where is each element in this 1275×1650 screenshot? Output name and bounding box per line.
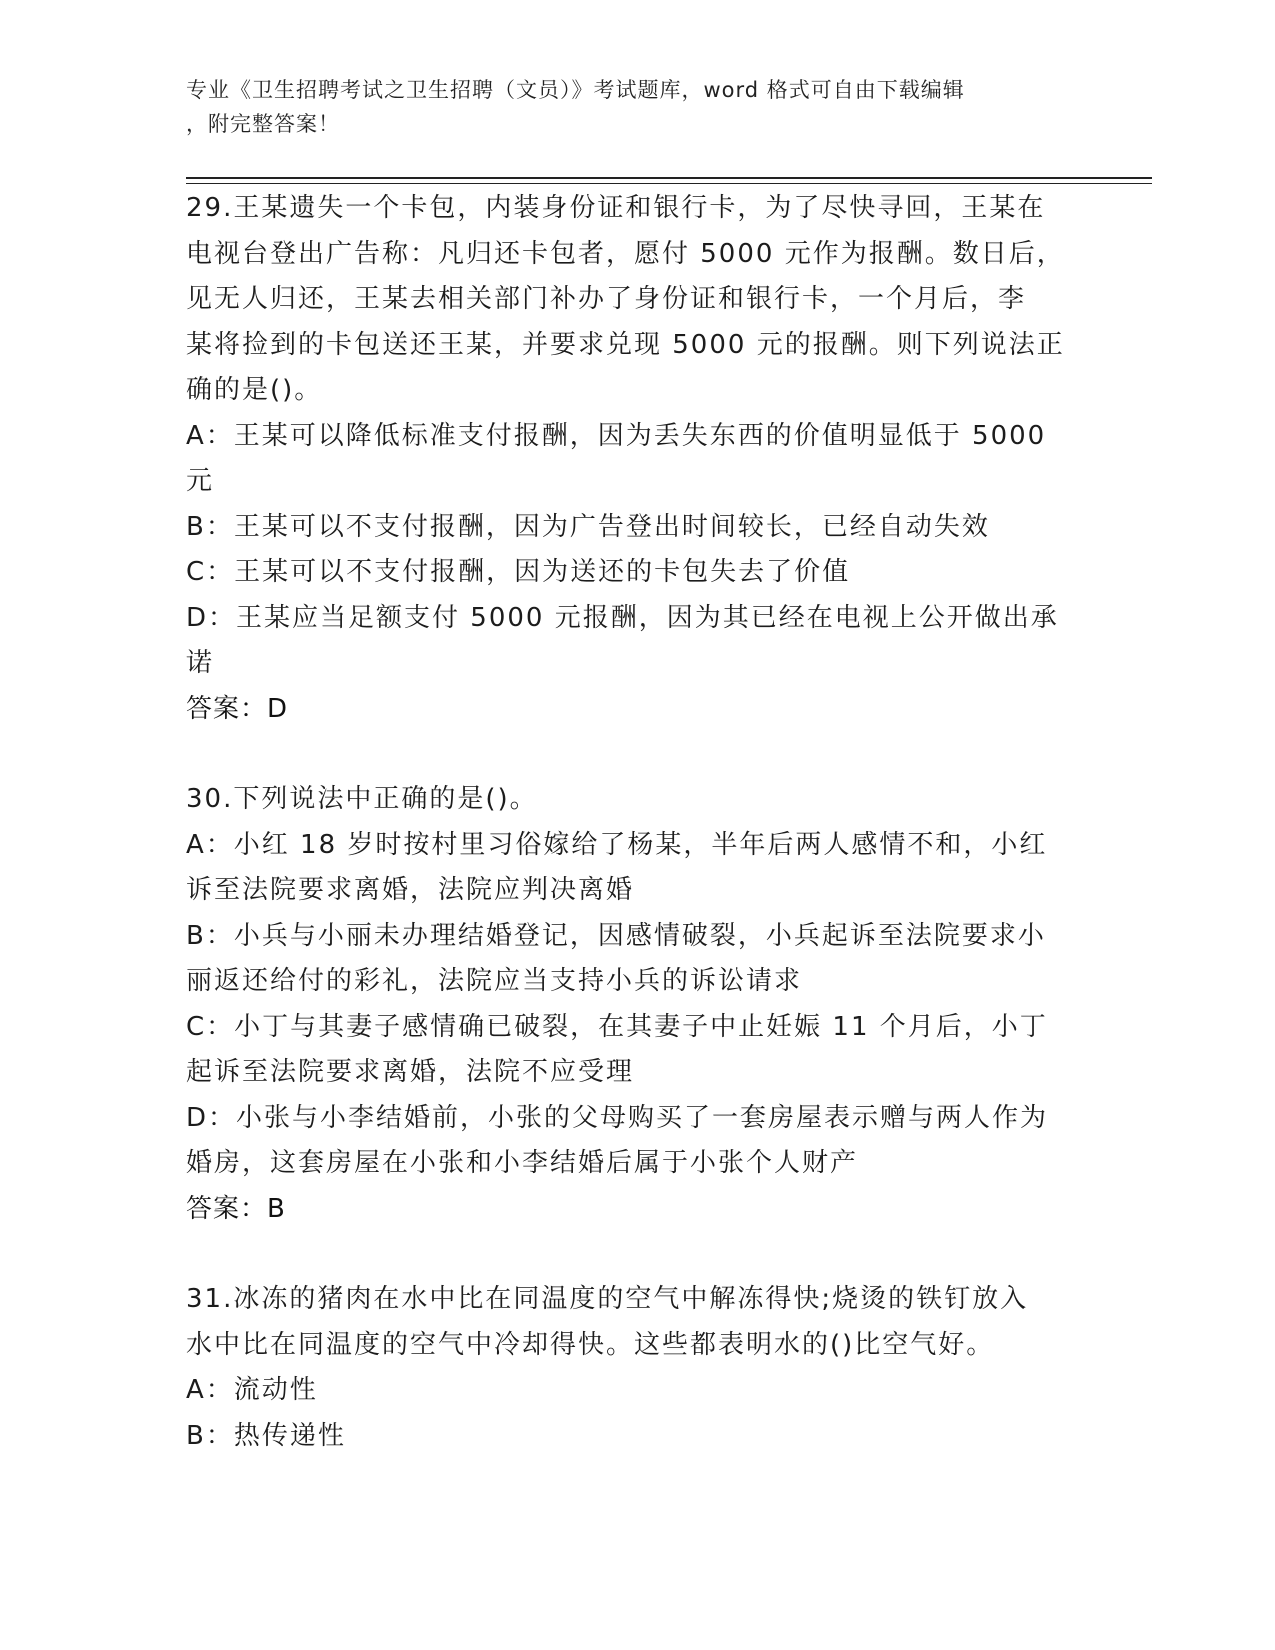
header-line-1: 专业《卫生招聘考试之卫生招聘（文员）》考试题库，word 格式可自由下载编辑 (186, 78, 965, 102)
answer-29: 答案：D (186, 693, 289, 724)
question-29 (186, 186, 1086, 732)
option-d-cont: 婚房，这套房屋在小张和小李结婚后属于小张个人财产 (186, 1148, 859, 1178)
document-header (186, 73, 1086, 141)
option-d: D：王某应当足额支付 5000 元报酬，因为其已经在电视上公开做出承 (186, 602, 1059, 633)
option-c: C：王某可以不支付报酬，因为送还的卡包失去了价值 (186, 557, 851, 587)
question-text-line: 水中比在同温度的空气中冷却得快。这些都表明水的()比空气好。 (186, 1329, 995, 1360)
option-a-cont: 元 (186, 466, 215, 496)
question-text-line: 30.下列说法中正确的是()。 (186, 784, 538, 814)
question-30 (186, 777, 1086, 1232)
option-b-cont: 丽返还给付的彩礼，法院应当支持小兵的诉讼请求 (186, 966, 803, 996)
option-c: C：小丁与其妻子感情确已破裂，在其妻子中止妊娠 11 个月后，小丁 (186, 1011, 1048, 1042)
spacer (186, 1232, 1086, 1277)
header-rule-thick (186, 177, 1152, 179)
option-d: D：小张与小李结婚前，小张的父母购买了一套房屋表示赠与两人作为 (186, 1102, 1049, 1133)
question-text-line: 确的是()。 (186, 375, 323, 405)
option-a: A：小红 18 岁时按村里习俗嫁给了杨某，半年后两人感情不和，小红 (186, 829, 1048, 860)
question-text-line: 31.冰冻的猪肉在水中比在同温度的空气中解冻得快;烧烫的铁钉放入 (186, 1284, 1029, 1314)
option-b: B：小兵与小丽未办理结婚登记，因感情破裂，小兵起诉至法院要求小 (186, 920, 1046, 951)
question-text-line: 某将捡到的卡包送还王某，并要求兑现 5000 元的报酬。则下列说法正 (186, 329, 1065, 360)
question-text-line: 电视台登出广告称：凡归还卡包者，愿付 5000 元作为报酬。数日后， (186, 238, 1065, 269)
question-text-line: 29.王某遗失一个卡包，内装身份证和银行卡，为了尽快寻回，王某在 (186, 193, 1046, 223)
spacer (186, 732, 1086, 777)
option-a: A：流动性 (186, 1375, 318, 1405)
question-text-line: 见无人归还，王某去相关部门补办了身份证和银行卡，一个月后，李 (186, 284, 1027, 314)
option-a-cont: 诉至法院要求离婚，法院应判决离婚 (186, 875, 635, 905)
answer-30: 答案：B (186, 1193, 286, 1224)
option-b: B：王某可以不支付报酬，因为广告登出时间较长，已经自动失效 (186, 511, 990, 542)
option-c-cont: 起诉至法院要求离婚，法院不应受理 (186, 1057, 635, 1087)
header-line-2: ，附完整答案！ (186, 112, 340, 136)
option-b: B：热传递性 (186, 1420, 346, 1451)
option-a: A：王某可以降低标准支付报酬，因为丢失东西的价值明显低于 5000 (186, 420, 1047, 451)
option-d-cont: 诺 (186, 648, 215, 678)
header-rule-thin (186, 183, 1152, 184)
question-list (186, 186, 1086, 1459)
question-31 (186, 1277, 1086, 1459)
